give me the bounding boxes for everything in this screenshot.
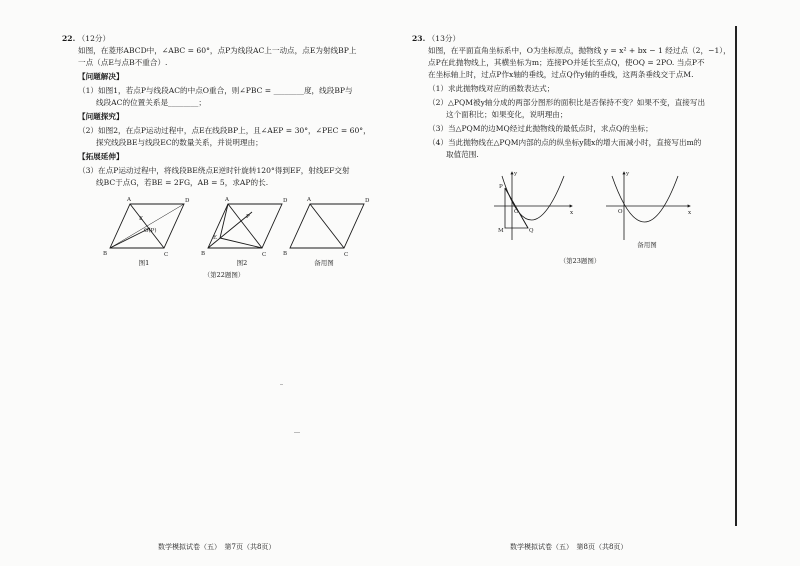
fig2-label-e: E (213, 235, 218, 241)
q22-part2-line2: 探究线段BE与线段EC的数量关系，并说明理由； (96, 138, 263, 147)
fig1-label-b: B (103, 251, 108, 257)
left-page-footer: 数学模拟试卷（五） 第7页（共8页） (158, 543, 276, 551)
fig1-caption: 图1 (138, 259, 150, 267)
q23-main-label-m: M (498, 228, 504, 234)
q23-spare-label-y: y (626, 171, 630, 177)
q23-part4-line1: （4）当此抛物线在△PQM内部的点的纵坐标y随x的增大而减小时，直接写出m的 (428, 138, 702, 147)
q23-spare-label-x: x (688, 210, 692, 216)
q23-number: 23. (412, 34, 426, 43)
fig3-caption: 备用图 (314, 259, 334, 267)
q23-main-label-o: O (514, 209, 519, 215)
fig1-diagonal-bd (110, 204, 184, 248)
q23-part1: （1）求此抛物线对应的函数表达式； (428, 84, 555, 93)
q23-main-label-x: x (570, 210, 574, 216)
q22-figure-caption: （第22题图） (203, 271, 245, 279)
right-page (400, 0, 800, 566)
q23-header (412, 34, 460, 44)
page-edge-line (735, 26, 737, 526)
q22-part1-line1: （1）如图1，若点P与线段AC的中点O重合，则∠PBC = ________度，线段BP与 (78, 86, 353, 95)
fig2-caption: 图2 (236, 259, 248, 267)
q22-header (62, 34, 110, 44)
fig3-diagonal-ac (310, 204, 344, 248)
q22-section-problem-solving: 【问题解决】 (78, 72, 124, 81)
q23-spare-caption: 备用图 (637, 241, 657, 249)
q23-segment-pq (505, 188, 528, 228)
q23-stem-line3: 在坐标轴上时，过点P作x轴的垂线，过点Q作y轴的垂线，这两条垂线交于点M. (428, 70, 694, 79)
q23-stem-line1: 如图，在平面直角坐标系中，O为坐标原点，抛物线 y = x² + bx − 1 经过点（2，−1）， (428, 46, 731, 55)
fig2-label-d: D (283, 198, 288, 204)
fig3-label-c: C (344, 252, 349, 258)
fig2-label-b: B (201, 251, 206, 257)
q22-part3-line1: （3）在点P运动过程中，将线段BE绕点E逆时针旋转120°得到EF，射线EF交射 (78, 166, 350, 175)
q22-part3-line2: 线BC于点G，若BE = 2FG，AB = 5，求AP的长. (96, 178, 269, 187)
q23-score: （13分） (427, 34, 461, 43)
q22-section-exploration: 【问题探究】 (78, 112, 124, 121)
fig2-label-p: P (246, 214, 250, 220)
q22-part1-line2: 线段AC的位置关系是________； (96, 98, 207, 107)
q23-main-label-q: Q (529, 228, 534, 234)
q23-main-parabola (502, 176, 564, 220)
q22-section-extension: 【拓展延伸】 (78, 152, 124, 161)
q23-spare-label-o: O (618, 209, 623, 215)
fig1-label-a: A (127, 197, 131, 203)
fig3-label-a: A (307, 197, 311, 203)
q23-stem-line2: 点P在此抛物线上，其横坐标为m；连接PO并延长至点Q，使OQ = 2PO. 当点P不 (428, 58, 705, 67)
fig1-label-op: O(P) (144, 228, 157, 234)
q22-part2-line1: （2）如图2，在点P运动过程中，点E在线段BP上，且∠AEP = 30°，∠PEC = 60°， (78, 126, 371, 135)
q22-stem-line2: 一点（点E与点B不重合）. (78, 58, 168, 67)
q23-main-label-p: P (499, 184, 503, 190)
q22-score: （12分） (77, 34, 111, 43)
fig3-label-b: B (283, 251, 288, 257)
q23-part4-line2: 取值范围. (446, 150, 479, 159)
fig2-label-c: C (262, 252, 267, 258)
fig2-label-a: A (225, 197, 229, 203)
fig3-label-d: D (365, 198, 370, 204)
right-page-footer: 数学模拟试卷（五） 第8页（共8页） (510, 543, 628, 551)
q22-stem-line1: 如图，在菱形ABCD中，∠ABC = 60°，点P为线段AC上一动点，点E为射线BP上 (78, 46, 357, 55)
q23-part2-line1: （2）△PQM被y轴分成的两部分图形的面积比是否保持不变？如果不变，直接写出 (428, 98, 706, 107)
q23-figures (490, 168, 700, 248)
q23-main-label-y: y (514, 171, 518, 177)
scan-speck (294, 432, 300, 433)
fig1-label-e: E (139, 216, 144, 222)
q22-figures (100, 192, 370, 264)
q23-part2-line2: 这个面积比；如果变化，说明理由； (446, 110, 568, 119)
q22-number: 22. (62, 34, 76, 43)
q23-figure-caption: （第23题图） (559, 257, 601, 265)
fig1-label-d: D (185, 198, 190, 204)
fig1-label-c: C (164, 252, 169, 258)
scan-speck (280, 384, 283, 385)
q23-part3: （3）当△PQM的边MQ经过此抛物线的最低点时，求点Q的坐标； (428, 124, 653, 133)
q23-spare-parabola (612, 176, 678, 222)
